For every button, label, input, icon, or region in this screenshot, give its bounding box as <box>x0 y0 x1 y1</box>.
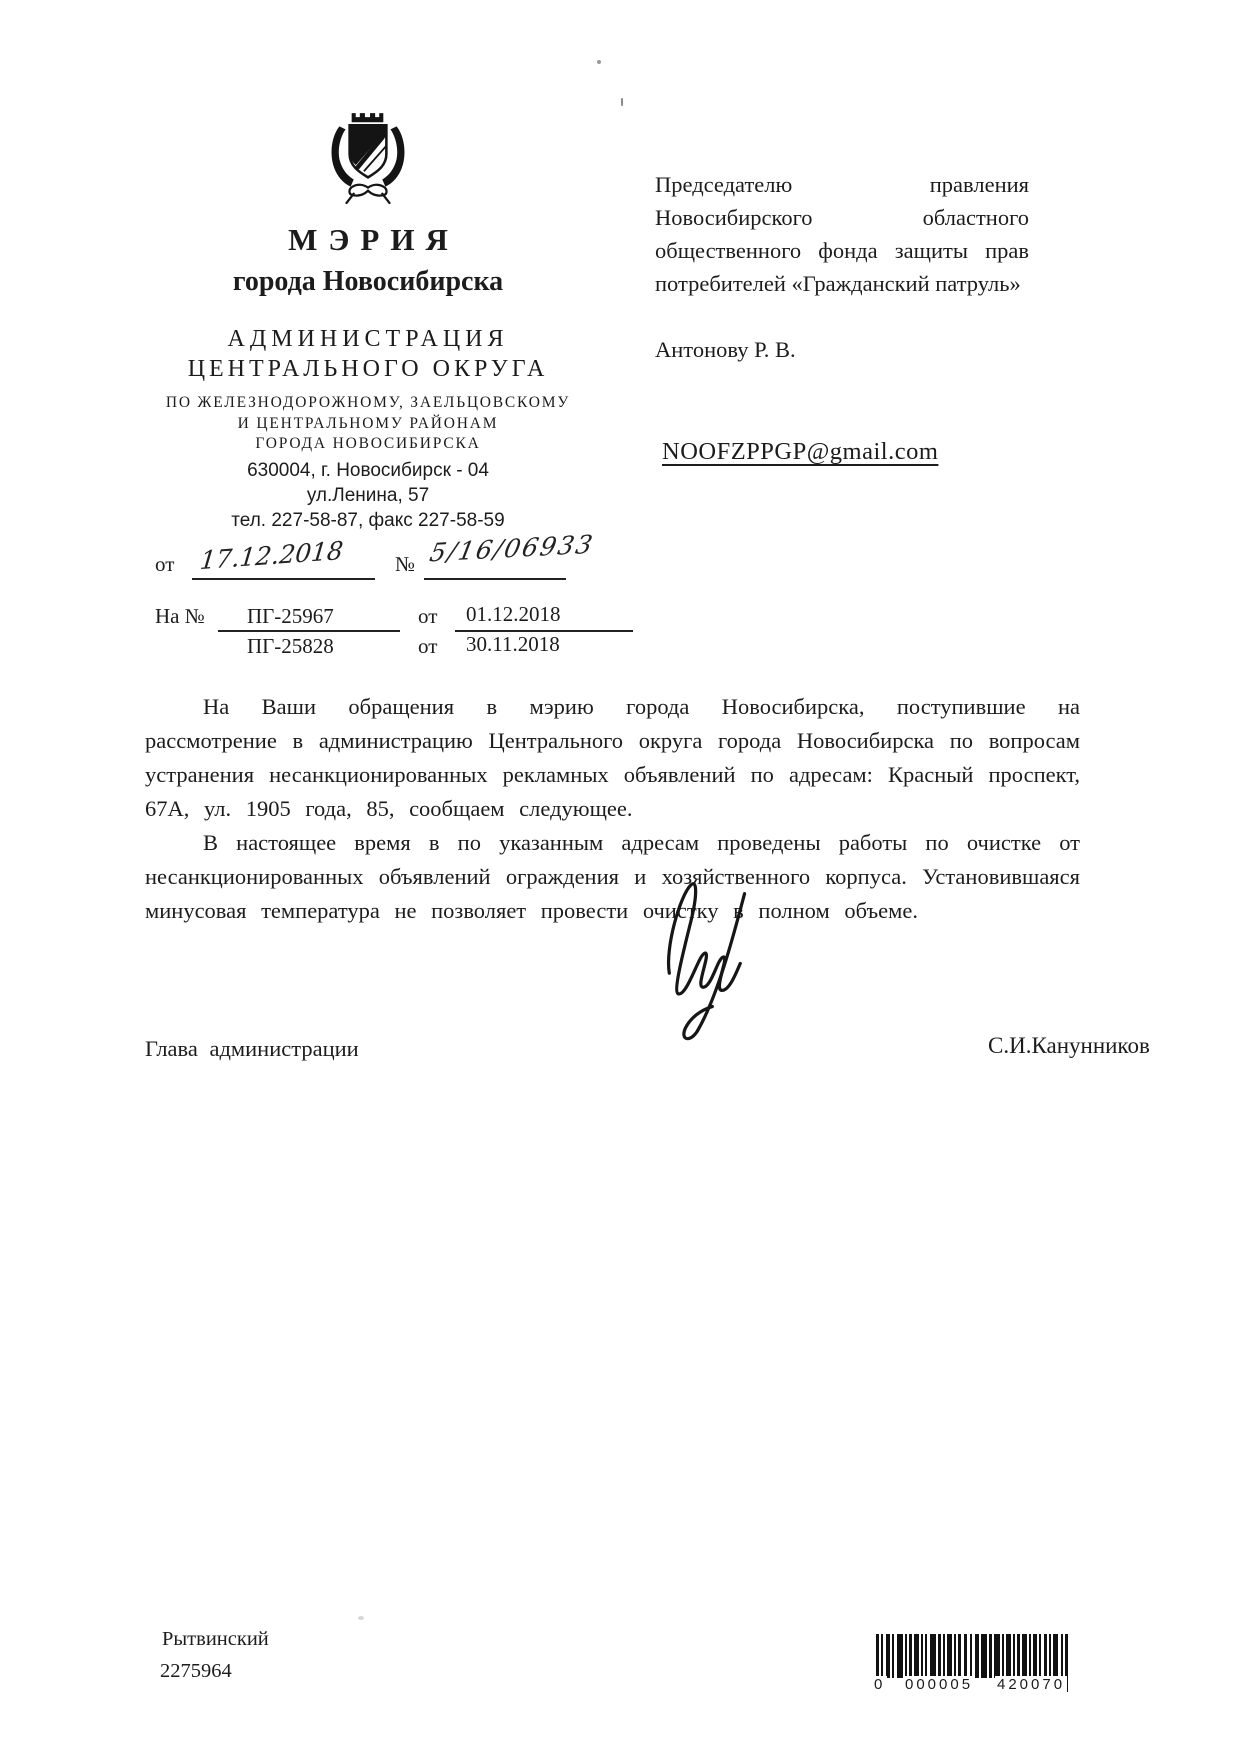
body-paragraph-1: На Ваши обращения в мэрию города Новосибирска, поступившие на рассмотрение в администрацию Центрального округа города Новосибирска по вопросам устранения несанкционированных рекламных объявлений по адресам: Красный проспект, 67А, ул. 1905 года, 85, сообщаем следующее. <box>145 694 1080 821</box>
letterhead <box>140 110 596 533</box>
dept-line-5: ГОРОДА НОВОСИБИРСКА <box>255 435 481 452</box>
body-paragraph-2: В настоящее время в по указанным адресам проведены работы по очистке от несанкционированных объявлений ограждения и хозяйственного корпуса. Установившаяся минусовая температура не позволяет провести очистку в полном объеме. <box>145 830 1080 923</box>
outgoing-number-line <box>424 578 566 580</box>
signature-autograph-icon <box>628 870 788 1042</box>
dept-line-3: ПО ЖЕЛЕЗНОДОРОЖНОМУ, ЗАЕЛЬЦОВСКОМУ <box>165 394 571 411</box>
org-name-line-2: города Новосибирска <box>232 266 504 297</box>
scan-artifact-dot <box>358 1616 364 1620</box>
handwritten-outgoing-number: 5/16/06933 <box>427 529 597 568</box>
outgoing-number-label: № <box>395 552 416 576</box>
barcode-digit-group-1: 000005 <box>905 1676 974 1693</box>
barcode-digit-left: 0 <box>874 1676 886 1693</box>
org-name-line-1: МЭРИЯ <box>288 222 459 257</box>
incoming-ref-line-1 <box>218 630 400 632</box>
incoming-ref-number-1: ПГ-25967 <box>247 604 334 628</box>
incoming-ref-date-label-1: от <box>418 604 438 628</box>
novosibirsk-coat-of-arms-icon <box>325 110 411 206</box>
incoming-ref-date-2: 30.11.2018 <box>466 632 560 656</box>
outgoing-date-label: от <box>155 552 175 576</box>
barcode-digit-group-2: 420070 <box>997 1676 1066 1693</box>
addressee-block: Председателю правления Новосибирского областного общественного фонда защиты прав потребителей «Гражданский патруль» <box>655 172 1029 296</box>
incoming-ref-label: На № <box>155 604 205 628</box>
dept-line-4: И ЦЕНТРАЛЬНОМУ РАЙОНАМ <box>237 414 499 432</box>
handwritten-outgoing-date: 17.12.2018 <box>198 535 345 576</box>
executor-phone: 2275964 <box>160 1660 232 1682</box>
incoming-ref-date-label-2: от <box>418 634 438 658</box>
executor-name: Рытвинский <box>162 1628 269 1650</box>
address-line-2: ул.Ленина, 57 <box>306 484 430 506</box>
scan-artifact-dot <box>621 98 623 106</box>
address-line-1: 630004, г. Новосибирск - 04 <box>247 459 489 481</box>
incoming-ref-date-1: 01.12.2018 <box>466 602 561 626</box>
letter-body <box>145 690 1080 928</box>
dept-line-2: ЦЕНТРАЛЬНОГО ОКРУГА <box>187 356 549 382</box>
incoming-ref-number-2: ПГ-25828 <box>247 634 334 658</box>
scan-artifact-dot <box>597 60 601 64</box>
contacts-line: тел. 227-58-87, факс 227-58-59 <box>231 509 505 531</box>
signer-name: С.И.Канунников <box>988 1033 1150 1058</box>
signature-position-title: Глава администрации <box>145 1036 359 1061</box>
outgoing-date-line <box>192 578 375 580</box>
dept-line-1: АДМИНИСТРАЦИЯ <box>227 326 509 352</box>
addressee-name: Антонову Р. В. <box>655 337 796 362</box>
addressee-email: NOOFZPPGP@gmail.com <box>662 438 939 465</box>
